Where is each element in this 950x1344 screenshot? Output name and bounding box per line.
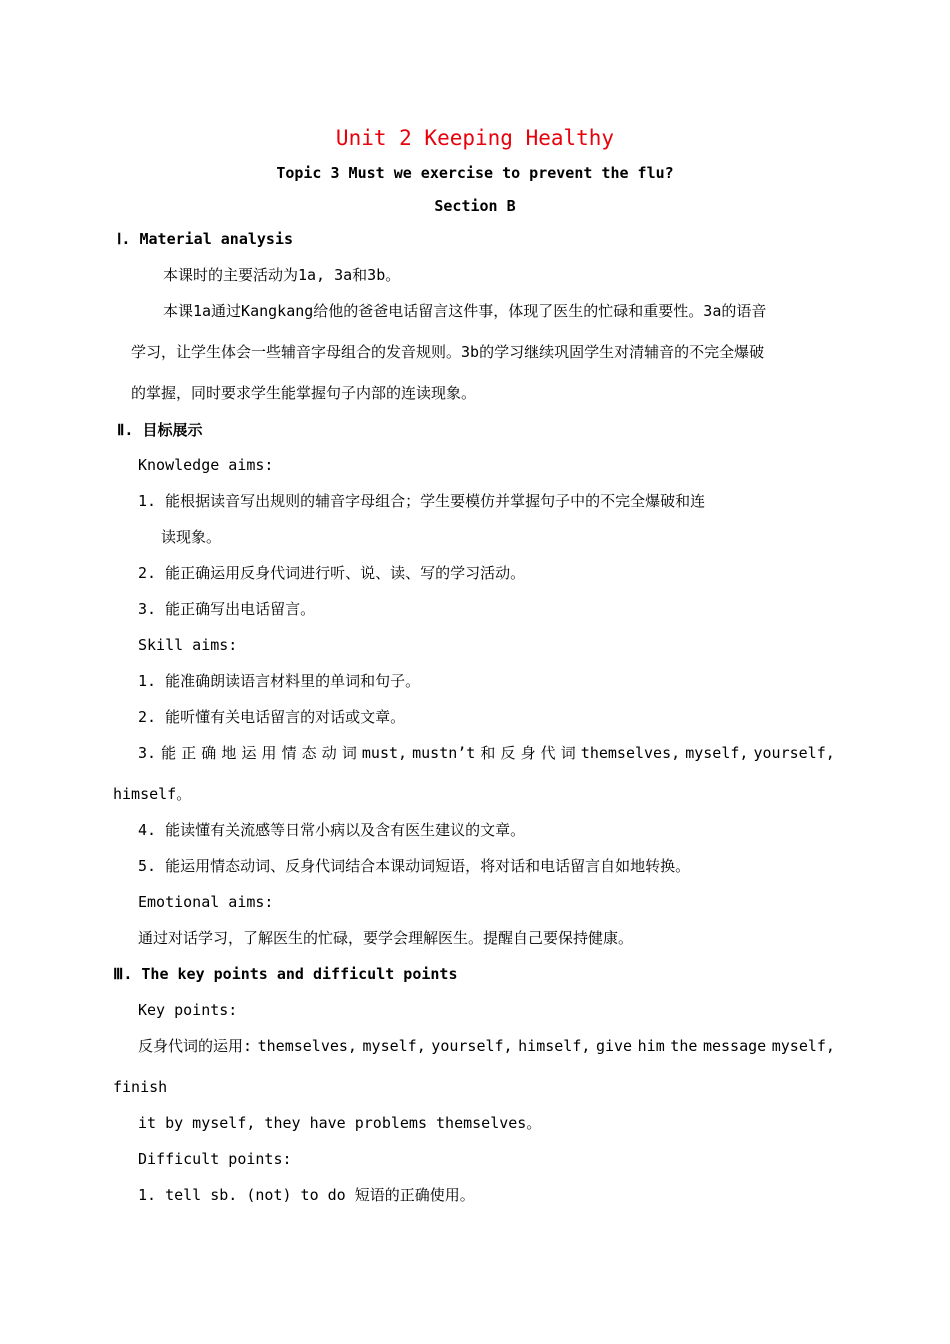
key-points-label: Key points: xyxy=(138,1001,238,1019)
skill-aim-3-word: 3. xyxy=(138,744,157,762)
key-points-word: themselves, xyxy=(257,1037,357,1055)
material-paragraph-2-line-1: 本课1a通过Kangkang给他的爸爸电话留言这件事，体现了医生的忙碌和重要性。3a的语音 xyxy=(163,302,767,320)
key-points-word: him xyxy=(637,1037,665,1055)
material-paragraph-2-line-2: 学习，让学生体会一些辅音字母组合的发音规则。3b的学习继续巩固学生对清辅音的不完全爆破 xyxy=(131,343,765,361)
knowledge-aim-1-line-1: 1. 能根据读音写出规则的辅音字母组合；学生要模仿并掌握句子中的不完全爆破和连 xyxy=(138,492,706,510)
emotional-aim-1: 通过对话学习，了解医生的忙碌，要学会理解医生。提醒自己要保持健康。 xyxy=(138,929,634,947)
skill-aim-3-word: 运 xyxy=(241,744,257,762)
knowledge-aim-3: 3. 能正确写出电话留言。 xyxy=(138,600,316,618)
aims-heading: Ⅱ. 目标展示 xyxy=(117,421,203,439)
skill-aim-3-word: 词 xyxy=(341,744,357,762)
difficult-point-1: 1. tell sb. (not) to do 短语的正确使用。 xyxy=(138,1186,475,1204)
key-points-word: myself, xyxy=(771,1037,835,1055)
skill-aim-5: 5. 能运用情态动词、反身代词结合本课动词短语，将对话和电话留言自如地转换。 xyxy=(138,857,691,875)
material-paragraph-2-line-3: 的掌握，同时要求学生能掌握句子内部的连读现象。 xyxy=(131,384,477,402)
section-subtitle: Section B xyxy=(434,197,516,215)
skill-aim-3-word: 和 xyxy=(480,744,496,762)
skill-aim-3-word: mustn’t xyxy=(412,744,476,762)
skill-aim-3-word: 动 xyxy=(321,744,337,762)
skill-aim-3-word: 情 xyxy=(281,744,297,762)
key-points-word: myself, xyxy=(362,1037,426,1055)
key-points-word: message xyxy=(702,1037,767,1055)
difficult-points-label: Difficult points: xyxy=(138,1150,292,1168)
skill-aim-3-word: 态 xyxy=(301,744,317,762)
key-points-word: yourself, xyxy=(431,1037,513,1055)
knowledge-aims-label: Knowledge aims: xyxy=(138,456,274,474)
skill-aim-3-word: 确 xyxy=(201,744,217,762)
skill-aim-3-word: 能 xyxy=(161,744,177,762)
document-title: Unit 2 Keeping Healthy xyxy=(335,126,615,150)
skill-aim-3-word: 词 xyxy=(560,744,576,762)
skill-aim-2: 2. 能听懂有关电话留言的对话或文章。 xyxy=(138,708,406,726)
knowledge-aim-2: 2. 能正确运用反身代词进行听、说、读、写的学习活动。 xyxy=(138,564,526,582)
skill-aim-3-word: yourself, xyxy=(753,744,835,762)
skill-aims-label: Skill aims: xyxy=(138,636,238,654)
skill-aim-4: 4. 能读懂有关流感等日常小病以及含有医生建议的文章。 xyxy=(138,821,526,839)
skill-aim-3-word: 身 xyxy=(520,744,536,762)
key-points-line-3: it by myself, they have problems themselves。 xyxy=(138,1114,542,1132)
skill-aim-3-word: 代 xyxy=(540,744,556,762)
skill-aim-3-word: 反 xyxy=(500,744,516,762)
skill-aim-3-word: themselves, xyxy=(580,744,681,762)
key-points-word: give xyxy=(595,1037,633,1055)
skill-aim-3-word: must, xyxy=(361,744,408,762)
key-points-word: the xyxy=(670,1037,698,1055)
key-points-line-2: finish xyxy=(113,1078,168,1096)
key-points-word: himself, xyxy=(518,1037,591,1055)
key-points-line-1 xyxy=(138,1036,835,1056)
key-difficult-points-heading: Ⅲ. The key points and difficult points xyxy=(113,965,458,983)
skill-aim-3-line-2: himself。 xyxy=(113,785,192,803)
skill-aim-1: 1. 能准确朗读语言材料里的单词和句子。 xyxy=(138,672,421,690)
skill-aim-3-word: myself, xyxy=(685,744,749,762)
material-analysis-heading: Ⅰ. Material analysis xyxy=(117,230,294,248)
knowledge-aim-1-line-2: 读现象。 xyxy=(161,528,222,546)
skill-aim-3-word: 用 xyxy=(261,744,277,762)
material-paragraph-1: 本课时的主要活动为1a, 3a和3b。 xyxy=(163,266,401,284)
key-points-word: 反身代词的运用: xyxy=(138,1037,253,1055)
skill-aim-3-word: 地 xyxy=(221,744,237,762)
emotional-aims-label: Emotional aims: xyxy=(138,893,274,911)
skill-aim-3-line-1 xyxy=(138,743,835,763)
topic-subtitle: Topic 3 Must we exercise to prevent the flu? xyxy=(276,164,674,182)
skill-aim-3-word: 正 xyxy=(181,744,197,762)
